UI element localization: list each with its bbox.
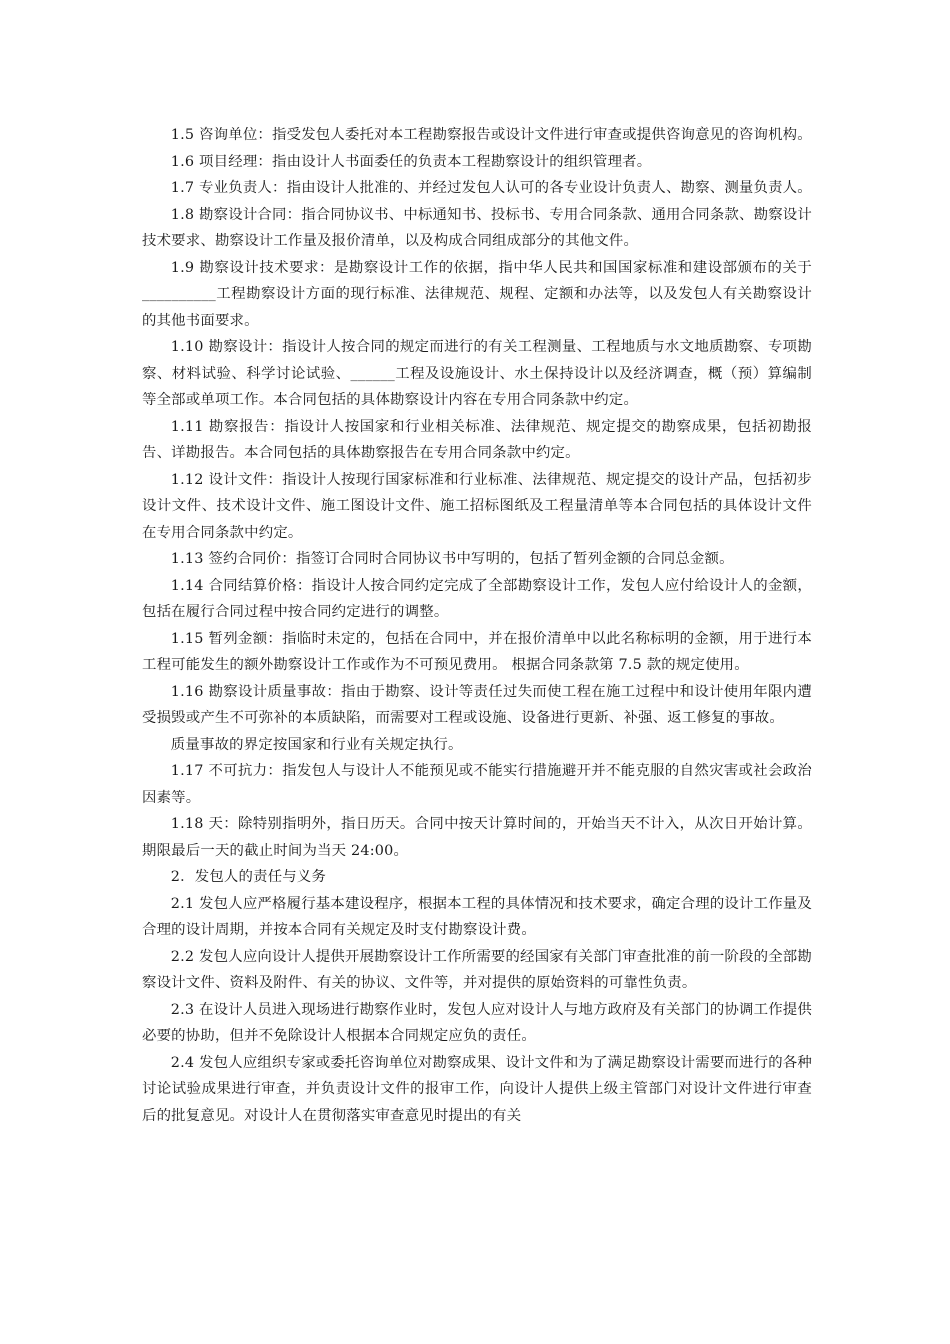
paragraph-1-17: 1.17 不可抗力：指发包人与设计人不能预见或不能实行措施避开并不能克服的自然灾害或社会政治因素等。 <box>142 763 812 806</box>
paragraph-1-10: 1.10 勘察设计：指设计人按合同的规定而进行的有关工程测量、工程地质与水文地质勘察、专项勘察、材料试验、科学讨论试验、______工程及设施设计、水土保持设计以及经济调查，概（预）算编制等全部或单项工作。本合同包括的具体勘察设计内容在专用合同条款中约定。 <box>142 339 812 408</box>
paragraph-1-6: 1.6 项目经理：指由设计人书面委任的负责本工程勘察设计的组织管理者。 <box>170 153 652 170</box>
paragraph-1-8: 1.8 勘察设计合同：指合同协议书、中标通知书、投标书、专用合同条款、通用合同条款、勘察设计技术要求、勘察设计工作量及报价清单，以及构成合同组成部分的其他文件。 <box>142 206 812 249</box>
paragraph-1-12: 1.12 设计文件：指设计人按现行国家标准和行业标准、法律规范、规定提交的设计产品，包括初步设计文件、技术设计文件、施工图设计文件、施工招标图纸及工程量清单等本合同包括的具体设计文件在专用合同条款中约定。 <box>142 471 812 541</box>
paragraph-2-1: 2.1 发包人应严格履行基本建设程序，根据本工程的具体情况和技术要求，确定合理的设计工作量及合理的设计周期，并按本合同有关规定及时支付勘察设计费。 <box>142 895 812 938</box>
paragraph-quality-accident: 质量事故的界定按国家和行业有关规定执行。 <box>170 736 463 753</box>
paragraph-1-16: 1.16 勘察设计质量事故：指由于勘察、设计等责任过失而使工程在施工过程中和设计使用年限内遭受损毁或产生不可弥补的本质缺陷，而需要对工程或设施、设备进行更新、补强、返工修复的事故。 <box>142 683 812 726</box>
paragraph-1-18: 1.18 天：除特别指明外，指日历天。合同中按天计算时间的，开始当天不计入，从次日开始计算。期限最后一天的截止时间为当天 24:00。 <box>142 816 812 859</box>
paragraph-1-14: 1.14 合同结算价格：指设计人按合同约定完成了全部勘察设计工作，发包人应付给设计人的金额，包括在履行合同过程中按合同约定进行的调整。 <box>142 577 812 620</box>
paragraph-1-9: 1.9 勘察设计技术要求：是勘察设计工作的依据，指中华人民共和国国家标准和建设部颁布的关于__________工程勘察设计方面的现行标准、法律规范、规程、定额和办法等，以及发包人有关勘察设计的其他书面要求。 <box>142 259 812 329</box>
section-heading-2: 2．发包人的责任与义务 <box>170 869 327 885</box>
paragraph-2-4: 2.4 发包人应组织专家或委托咨询单位对勘察成果、设计文件和为了满足勘察设计需要而进行的各种讨论试验成果进行审查，并负责设计文件的报审工作，向设计人提供上级主管部门对设计文件进行审查后的批复意见。对设计人在贯彻落实审查意见时提出的有关 <box>142 1054 812 1124</box>
paragraph-2-2: 2.2 发包人应向设计人提供开展勘察设计工作所需要的经国家有关部门审查批准的前一阶段的全部勘察设计文件、资料及附件、有关的协议、文件等，并对提供的原始资料的可靠性负责。 <box>142 948 812 991</box>
paragraph-1-15: 1.15 暂列金额：指临时未定的，包括在合同中，并在报价清单中以此名称标明的金额，用于进行本工程可能发生的额外勘察设计工作或作为不可预见费用。 根据合同条款第 7.5 款的规定使用。 <box>142 630 812 673</box>
paragraph-1-11: 1.11 勘察报告：指设计人按国家和行业相关标准、法律规范、规定提交的勘察成果，包括初勘报告、详勘报告。本合同包括的具体勘察报告在专用合同条款中约定。 <box>142 418 812 461</box>
paragraph-2-3: 2.3 在设计人员进入现场进行勘察作业时，发包人应对设计人与地方政府及有关部门的协调工作提供必要的协助，但并不免除设计人根据本合同规定应负的责任。 <box>142 1001 812 1044</box>
paragraph-1-5: 1.5 咨询单位：指受发包人委托对本工程勘察报告或设计文件进行审查或提供咨询意见的咨询机构。 <box>170 127 812 143</box>
paragraph-1-7: 1.7 专业负责人：指由设计人批准的、并经过发包人认可的各专业设计负责人、勘察、测量负责人。 <box>170 180 812 196</box>
paragraph-1-13: 1.13 签约合同价：指签订合同时合同协议书中写明的，包括了暂列金额的合同总金额。 <box>170 551 734 567</box>
